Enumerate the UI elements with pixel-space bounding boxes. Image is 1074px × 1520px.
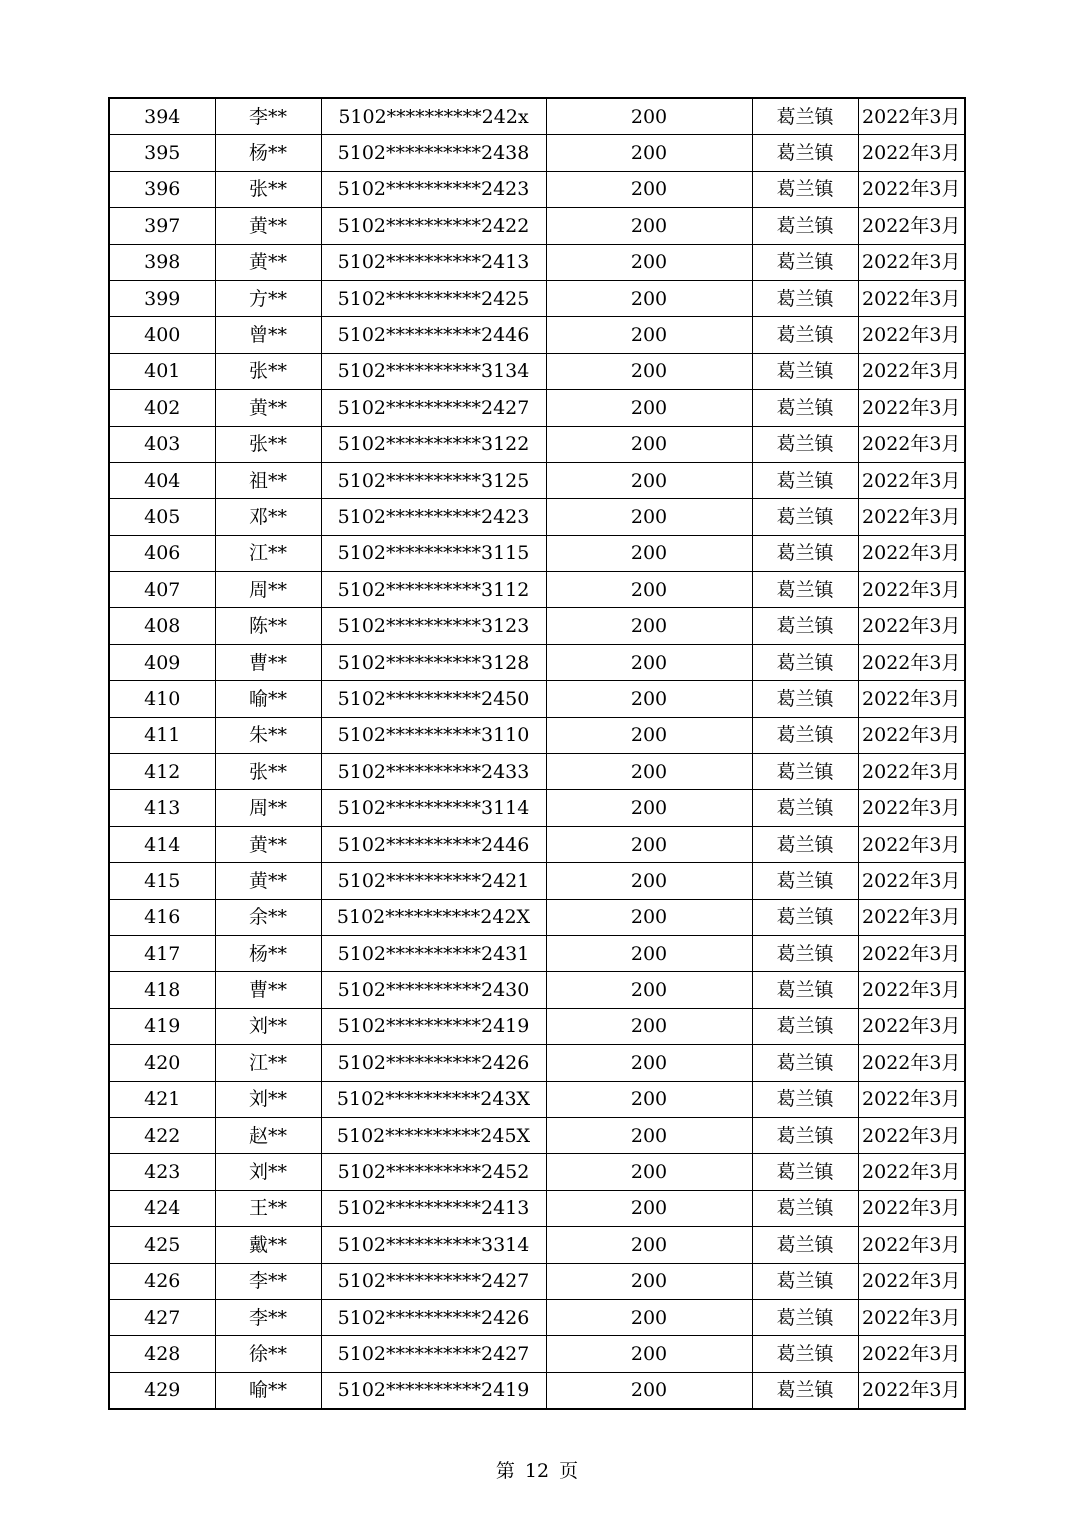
cell-date: 2022年3月 [858,1045,965,1081]
table-row [109,863,965,899]
cell-id-number: 5102**********2452 [321,1154,546,1190]
cell-serial-number: 425 [109,1227,215,1263]
cell-amount: 200 [546,608,752,644]
table-row [109,754,965,790]
cell-name: 张** [215,426,321,462]
cell-serial-number: 413 [109,790,215,826]
cell-town: 葛兰镇 [752,1008,858,1044]
cell-date: 2022年3月 [858,135,965,171]
cell-id-number: 5102**********3114 [321,790,546,826]
cell-town: 葛兰镇 [752,863,858,899]
cell-amount: 200 [546,208,752,244]
cell-amount: 200 [546,353,752,389]
cell-serial-number: 422 [109,1117,215,1153]
cell-amount: 200 [546,1227,752,1263]
table-row [109,98,965,135]
cell-id-number: 5102**********3314 [321,1227,546,1263]
cell-date: 2022年3月 [858,1117,965,1153]
cell-id-number: 5102**********3115 [321,535,546,571]
cell-id-number: 5102**********2450 [321,681,546,717]
cell-name: 曹** [215,644,321,680]
cell-date: 2022年3月 [858,426,965,462]
cell-id-number: 5102**********3125 [321,462,546,498]
table-row [109,1227,965,1263]
cell-date: 2022年3月 [858,935,965,971]
cell-amount: 200 [546,935,752,971]
cell-serial-number: 412 [109,754,215,790]
table-row [109,135,965,171]
page-footer-suffix: 页 [559,1460,579,1482]
cell-amount: 200 [546,280,752,316]
table-row [109,1008,965,1044]
cell-town: 葛兰镇 [752,462,858,498]
cell-name: 刘** [215,1081,321,1117]
cell-serial-number: 394 [109,98,215,135]
cell-date: 2022年3月 [858,171,965,207]
cell-date: 2022年3月 [858,1372,965,1409]
cell-serial-number: 403 [109,426,215,462]
cell-town: 葛兰镇 [752,1154,858,1190]
cell-amount: 200 [546,1008,752,1044]
cell-id-number: 5102**********2446 [321,826,546,862]
cell-town: 葛兰镇 [752,972,858,1008]
cell-date: 2022年3月 [858,972,965,1008]
cell-serial-number: 419 [109,1008,215,1044]
cell-name: 李** [215,1263,321,1299]
table-row [109,353,965,389]
cell-name: 刘** [215,1154,321,1190]
cell-town: 葛兰镇 [752,390,858,426]
cell-town: 葛兰镇 [752,826,858,862]
cell-serial-number: 404 [109,462,215,498]
cell-town: 葛兰镇 [752,208,858,244]
cell-name: 张** [215,754,321,790]
cell-serial-number: 427 [109,1299,215,1335]
cell-id-number: 5102**********3123 [321,608,546,644]
cell-serial-number: 399 [109,280,215,316]
cell-amount: 200 [546,681,752,717]
cell-name: 戴** [215,1227,321,1263]
cell-name: 陈** [215,608,321,644]
cell-serial-number: 401 [109,353,215,389]
cell-name: 江** [215,535,321,571]
table-row [109,1117,965,1153]
cell-amount: 200 [546,1154,752,1190]
cell-date: 2022年3月 [858,208,965,244]
cell-amount: 200 [546,1081,752,1117]
cell-date: 2022年3月 [858,535,965,571]
cell-date: 2022年3月 [858,499,965,535]
cell-serial-number: 397 [109,208,215,244]
cell-name: 杨** [215,135,321,171]
cell-name: 余** [215,899,321,935]
table-row [109,1045,965,1081]
cell-id-number: 5102**********2427 [321,1263,546,1299]
cell-date: 2022年3月 [858,390,965,426]
cell-id-number: 5102**********2419 [321,1008,546,1044]
cell-name: 王** [215,1190,321,1226]
cell-name: 祖** [215,462,321,498]
cell-date: 2022年3月 [858,826,965,862]
cell-id-number: 5102**********2427 [321,390,546,426]
cell-amount: 200 [546,754,752,790]
cell-date: 2022年3月 [858,863,965,899]
cell-date: 2022年3月 [858,1336,965,1372]
cell-amount: 200 [546,1117,752,1153]
cell-serial-number: 406 [109,535,215,571]
cell-name: 朱** [215,717,321,753]
cell-name: 杨** [215,935,321,971]
cell-id-number: 5102**********2446 [321,317,546,353]
cell-name: 赵** [215,1117,321,1153]
cell-serial-number: 398 [109,244,215,280]
cell-date: 2022年3月 [858,681,965,717]
cell-id-number: 5102**********3134 [321,353,546,389]
cell-town: 葛兰镇 [752,790,858,826]
cell-amount: 200 [546,1263,752,1299]
table-row [109,535,965,571]
cell-id-number: 5102**********2423 [321,171,546,207]
cell-amount: 200 [546,171,752,207]
cell-town: 葛兰镇 [752,644,858,680]
cell-date: 2022年3月 [858,1227,965,1263]
roster-table [108,97,966,1410]
table-row [109,1081,965,1117]
cell-date: 2022年3月 [858,317,965,353]
table-row [109,572,965,608]
cell-id-number: 5102**********2431 [321,935,546,971]
cell-serial-number: 396 [109,171,215,207]
cell-name: 徐** [215,1336,321,1372]
cell-id-number: 5102**********3112 [321,572,546,608]
cell-serial-number: 418 [109,972,215,1008]
cell-name: 黄** [215,208,321,244]
cell-name: 曹** [215,972,321,1008]
cell-date: 2022年3月 [858,1081,965,1117]
cell-id-number: 5102**********2430 [321,972,546,1008]
cell-town: 葛兰镇 [752,572,858,608]
cell-name: 刘** [215,1008,321,1044]
table-row [109,972,965,1008]
table-row [109,935,965,971]
cell-id-number: 5102**********3128 [321,644,546,680]
cell-amount: 200 [546,572,752,608]
table-row [109,499,965,535]
cell-id-number: 5102**********2421 [321,863,546,899]
table-row [109,717,965,753]
cell-name: 黄** [215,244,321,280]
table-row [109,1372,965,1409]
cell-id-number: 5102**********2426 [321,1045,546,1081]
cell-serial-number: 417 [109,935,215,971]
cell-town: 葛兰镇 [752,353,858,389]
cell-town: 葛兰镇 [752,717,858,753]
cell-amount: 200 [546,790,752,826]
cell-town: 葛兰镇 [752,1372,858,1409]
cell-serial-number: 414 [109,826,215,862]
cell-town: 葛兰镇 [752,1227,858,1263]
table-row [109,1263,965,1299]
cell-serial-number: 408 [109,608,215,644]
cell-serial-number: 423 [109,1154,215,1190]
table-row [109,899,965,935]
cell-id-number: 5102**********2423 [321,499,546,535]
cell-name: 喻** [215,681,321,717]
cell-name: 李** [215,1299,321,1335]
cell-amount: 200 [546,972,752,1008]
table-row [109,280,965,316]
cell-name: 黄** [215,390,321,426]
cell-id-number: 5102**********242X [321,899,546,935]
cell-town: 葛兰镇 [752,1190,858,1226]
table-row [109,317,965,353]
table-row [109,1190,965,1226]
cell-name: 张** [215,171,321,207]
cell-town: 葛兰镇 [752,426,858,462]
cell-town: 葛兰镇 [752,317,858,353]
cell-name: 黄** [215,863,321,899]
table-row [109,826,965,862]
cell-name: 方** [215,280,321,316]
cell-amount: 200 [546,462,752,498]
cell-date: 2022年3月 [858,754,965,790]
cell-name: 李** [215,98,321,135]
table-row [109,171,965,207]
cell-serial-number: 415 [109,863,215,899]
cell-amount: 200 [546,426,752,462]
cell-name: 喻** [215,1372,321,1409]
cell-amount: 200 [546,1372,752,1409]
cell-id-number: 5102**********2413 [321,1190,546,1226]
cell-id-number: 5102**********245X [321,1117,546,1153]
cell-town: 葛兰镇 [752,1045,858,1081]
cell-name: 黄** [215,826,321,862]
table-row [109,462,965,498]
cell-amount: 200 [546,717,752,753]
cell-amount: 200 [546,863,752,899]
cell-amount: 200 [546,1299,752,1335]
cell-town: 葛兰镇 [752,135,858,171]
cell-town: 葛兰镇 [752,244,858,280]
cell-town: 葛兰镇 [752,935,858,971]
cell-serial-number: 424 [109,1190,215,1226]
cell-date: 2022年3月 [858,572,965,608]
cell-date: 2022年3月 [858,1154,965,1190]
cell-name: 邓** [215,499,321,535]
cell-id-number: 5102**********3110 [321,717,546,753]
cell-id-number: 5102**********2438 [321,135,546,171]
cell-date: 2022年3月 [858,98,965,135]
cell-date: 2022年3月 [858,244,965,280]
cell-serial-number: 428 [109,1336,215,1372]
cell-town: 葛兰镇 [752,1117,858,1153]
cell-town: 葛兰镇 [752,499,858,535]
roster-table-body [109,98,965,1409]
cell-town: 葛兰镇 [752,608,858,644]
cell-id-number: 5102**********243X [321,1081,546,1117]
cell-date: 2022年3月 [858,462,965,498]
cell-serial-number: 426 [109,1263,215,1299]
table-row [109,790,965,826]
cell-amount: 200 [546,1336,752,1372]
cell-id-number: 5102**********2422 [321,208,546,244]
cell-serial-number: 420 [109,1045,215,1081]
cell-amount: 200 [546,317,752,353]
cell-amount: 200 [546,1045,752,1081]
table-row [109,244,965,280]
cell-amount: 200 [546,135,752,171]
cell-serial-number: 402 [109,390,215,426]
cell-serial-number: 410 [109,681,215,717]
cell-date: 2022年3月 [858,1263,965,1299]
table-row [109,1154,965,1190]
cell-id-number: 5102**********2427 [321,1336,546,1372]
cell-amount: 200 [546,390,752,426]
cell-town: 葛兰镇 [752,1299,858,1335]
cell-date: 2022年3月 [858,644,965,680]
cell-town: 葛兰镇 [752,1263,858,1299]
cell-amount: 200 [546,499,752,535]
page-footer-prefix: 第 [495,1460,515,1482]
cell-town: 葛兰镇 [752,98,858,135]
cell-serial-number: 421 [109,1081,215,1117]
cell-date: 2022年3月 [858,717,965,753]
page-footer [0,1456,1074,1483]
cell-serial-number: 395 [109,135,215,171]
cell-town: 葛兰镇 [752,899,858,935]
cell-id-number: 5102**********2433 [321,754,546,790]
cell-date: 2022年3月 [858,1299,965,1335]
cell-id-number: 5102**********2426 [321,1299,546,1335]
cell-id-number: 5102**********3122 [321,426,546,462]
cell-date: 2022年3月 [858,608,965,644]
cell-town: 葛兰镇 [752,535,858,571]
cell-name: 江** [215,1045,321,1081]
table-row [109,608,965,644]
page-number: 12 [524,1460,550,1482]
cell-amount: 200 [546,826,752,862]
cell-date: 2022年3月 [858,280,965,316]
cell-amount: 200 [546,98,752,135]
cell-date: 2022年3月 [858,1008,965,1044]
table-row [109,426,965,462]
cell-serial-number: 405 [109,499,215,535]
cell-amount: 200 [546,244,752,280]
cell-id-number: 5102**********2425 [321,280,546,316]
cell-town: 葛兰镇 [752,1081,858,1117]
cell-serial-number: 429 [109,1372,215,1409]
table-row [109,390,965,426]
cell-name: 周** [215,572,321,608]
cell-town: 葛兰镇 [752,754,858,790]
cell-id-number: 5102**********2419 [321,1372,546,1409]
cell-town: 葛兰镇 [752,280,858,316]
table-row [109,681,965,717]
cell-id-number: 5102**********2413 [321,244,546,280]
cell-name: 周** [215,790,321,826]
cell-town: 葛兰镇 [752,681,858,717]
cell-amount: 200 [546,535,752,571]
table-row [109,208,965,244]
cell-name: 曾** [215,317,321,353]
cell-serial-number: 407 [109,572,215,608]
cell-serial-number: 400 [109,317,215,353]
cell-amount: 200 [546,644,752,680]
cell-serial-number: 411 [109,717,215,753]
cell-date: 2022年3月 [858,1190,965,1226]
table-row [109,1299,965,1335]
cell-serial-number: 409 [109,644,215,680]
table-row [109,1336,965,1372]
cell-id-number: 5102**********242x [321,98,546,135]
cell-amount: 200 [546,1190,752,1226]
table-row [109,644,965,680]
cell-amount: 200 [546,899,752,935]
cell-serial-number: 416 [109,899,215,935]
cell-town: 葛兰镇 [752,171,858,207]
cell-name: 张** [215,353,321,389]
cell-date: 2022年3月 [858,790,965,826]
cell-date: 2022年3月 [858,899,965,935]
cell-town: 葛兰镇 [752,1336,858,1372]
cell-date: 2022年3月 [858,353,965,389]
